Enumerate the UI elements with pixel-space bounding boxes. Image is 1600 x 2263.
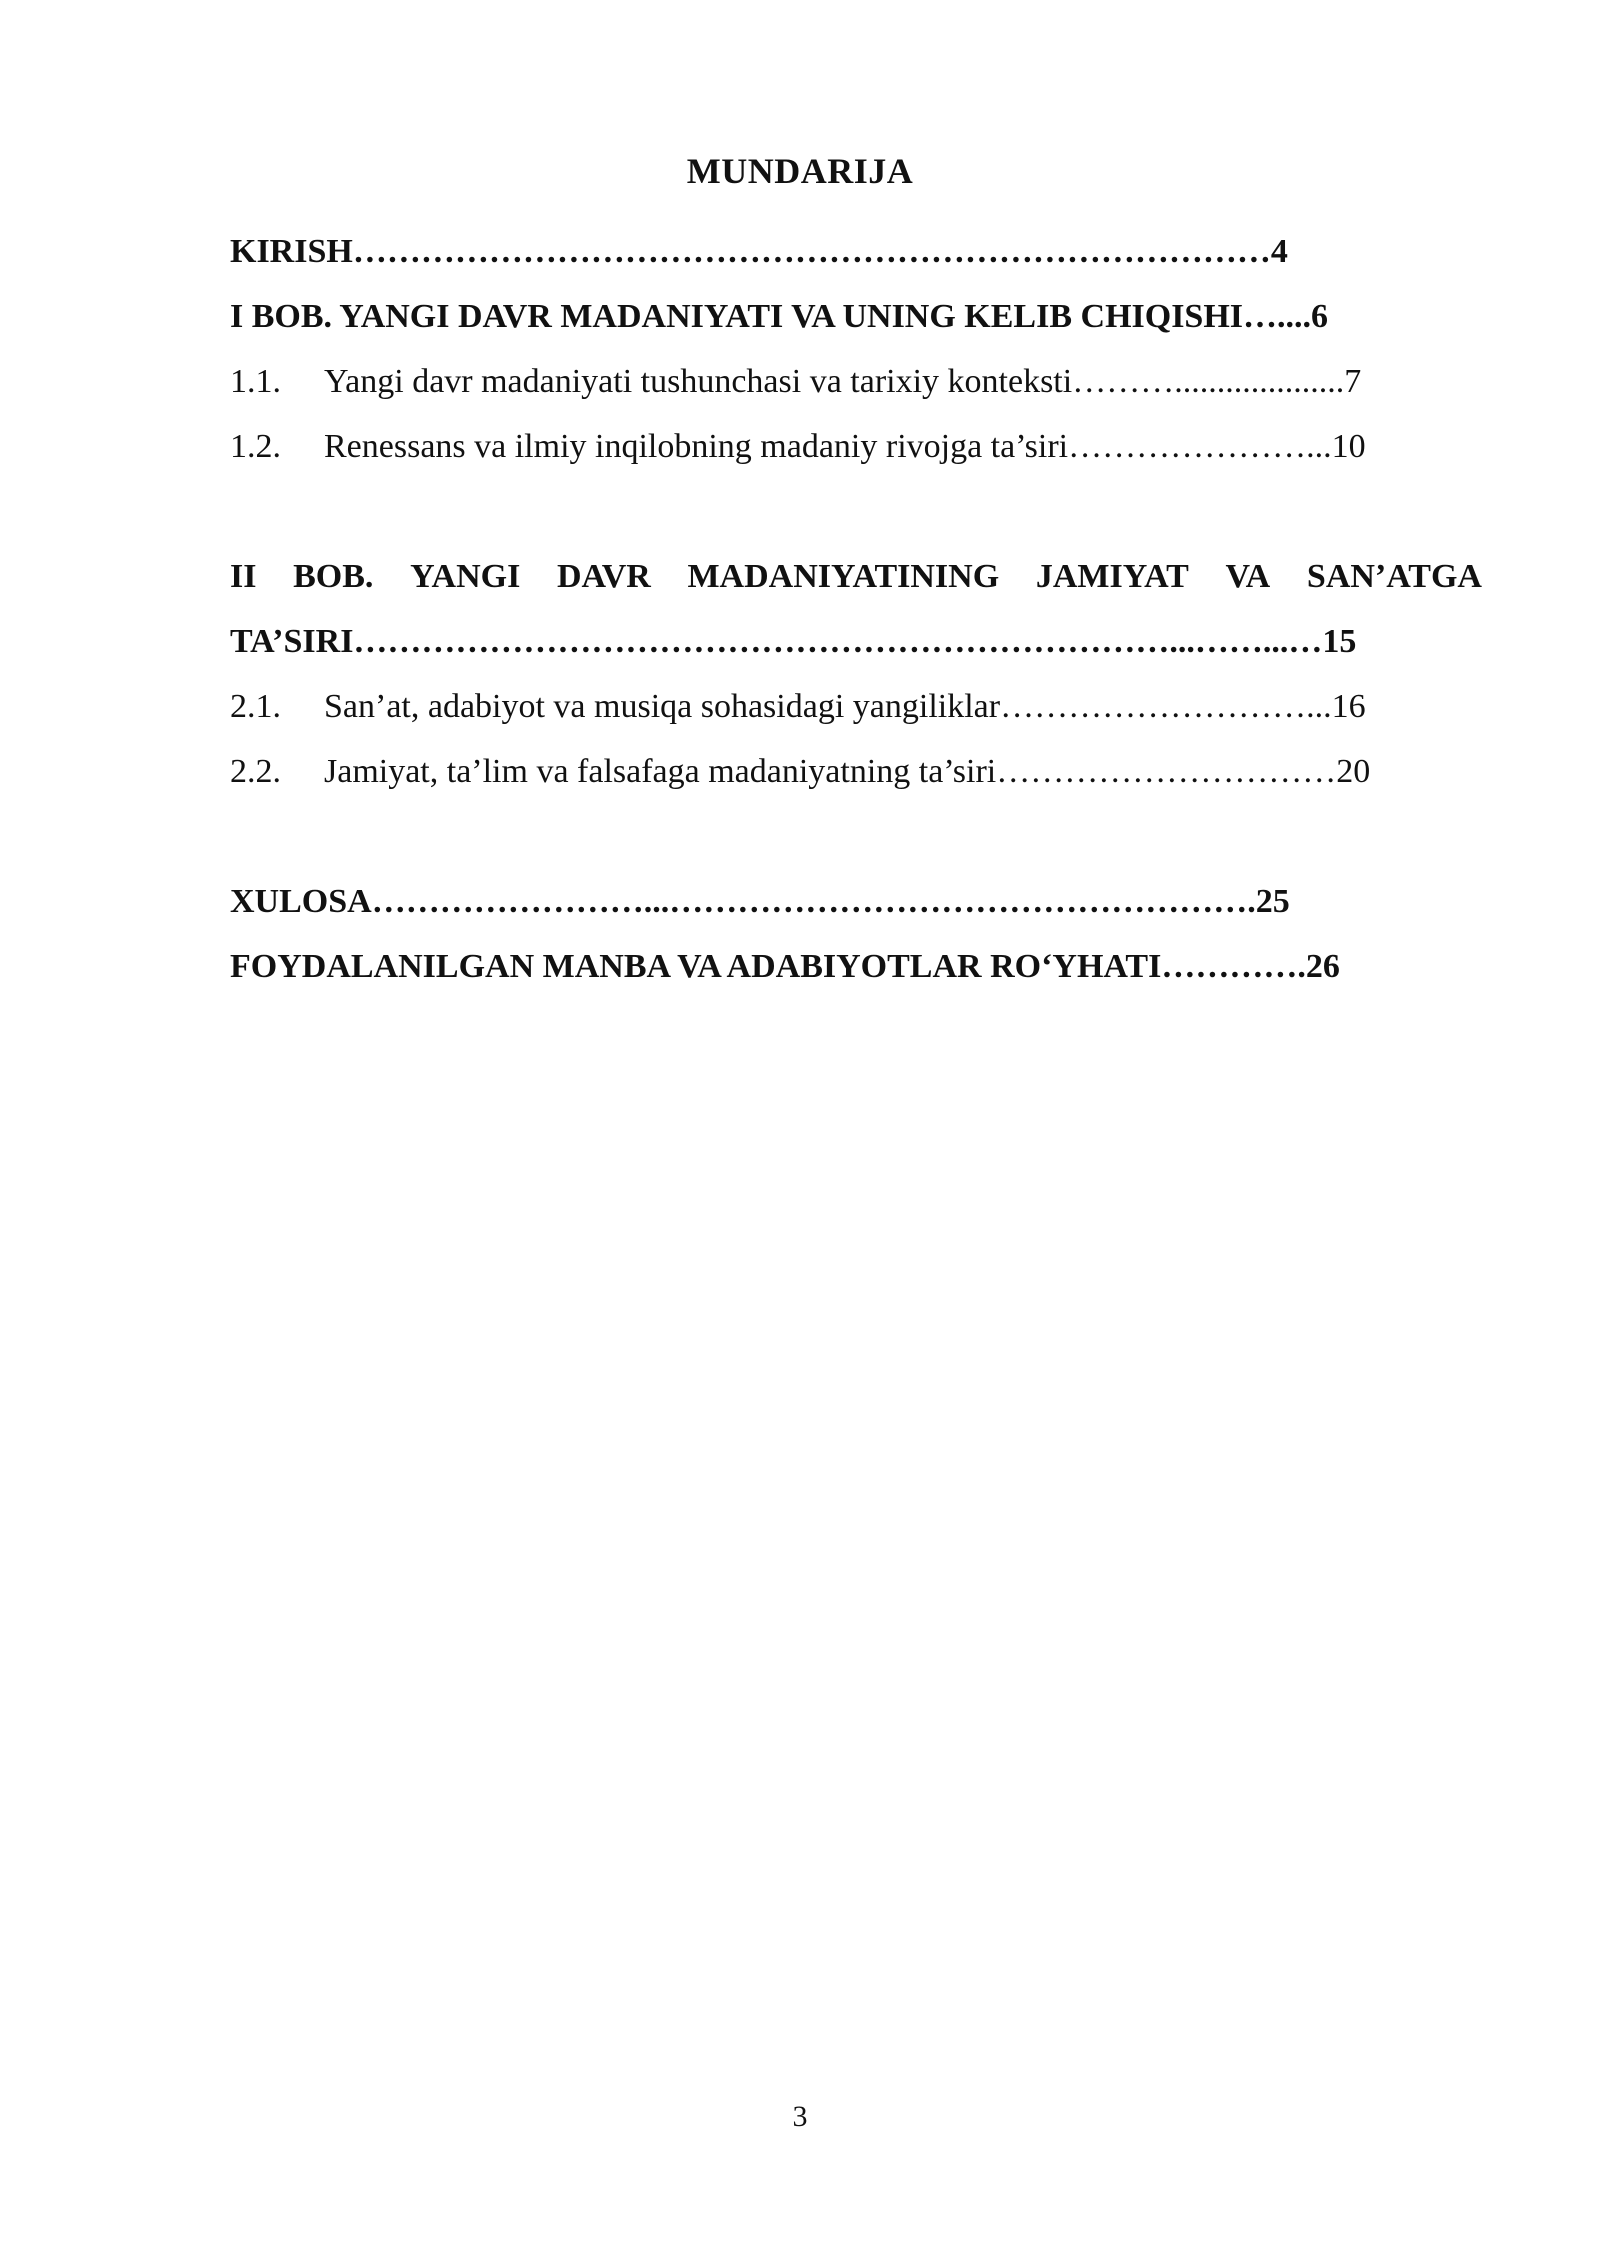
toc-entry-section-1-2 xyxy=(230,427,1482,467)
chapter-2-word: SAN’ATGA xyxy=(1306,558,1482,595)
toc-entry-section-2-2 xyxy=(230,752,1482,792)
toc-entry-bibliography: FOYDALANILGAN MANBA VA ADABIYOTLAR RO‘YHATI………….26 xyxy=(230,948,1340,985)
chapter-2-word: YANGI xyxy=(410,558,521,595)
chapter-2-word: II xyxy=(230,558,257,595)
section-number: 1.1. xyxy=(230,363,281,400)
toc-heading: MUNDARIJA xyxy=(686,151,914,191)
section-title: Yangi davr madaniyati tushunchasi va tarixiy konteksti………....................7 xyxy=(324,363,1362,400)
toc-entry-chapter-2-continued: TA’SIRI………………………………………………………………...……...…15 xyxy=(230,623,1357,660)
chapter-2-word: MADANIYATINING xyxy=(687,558,1000,595)
chapter-2-word: JAMIYAT xyxy=(1035,558,1189,595)
toc-entry-kirish: KIRISH………………………………………………………………………4 xyxy=(230,233,1288,270)
page-number: 3 xyxy=(792,2100,808,2133)
section-number: 1.2. xyxy=(230,428,281,465)
section-title: Jamiyat, ta’lim va falsafaga madaniyatning ta’siri…………………………20 xyxy=(324,753,1371,790)
toc-entry-xulosa: XULOSA……………………...…………………………………………….25 xyxy=(230,883,1290,920)
chapter-2-word: BOB. xyxy=(293,558,374,595)
toc-entry-chapter-1: I BOB. YANGI DAVR MADANIYATI VA UNING KELIB CHIQISHI…....6 xyxy=(230,298,1329,335)
toc-entry-section-1-1 xyxy=(230,362,1482,402)
section-title: Renessans va ilmiy inqilobning madaniy rivojga ta’siri…………………...10 xyxy=(324,428,1366,465)
chapter-2-word: VA xyxy=(1225,558,1271,595)
chapter-2-word: DAVR xyxy=(556,558,651,595)
toc-entry-chapter-2 xyxy=(230,557,1482,597)
toc-entry-section-2-1 xyxy=(230,687,1482,727)
section-number: 2.1. xyxy=(230,688,281,725)
section-number: 2.2. xyxy=(230,753,281,790)
section-title: San’at, adabiyot va musiqa sohasidagi yangiliklar………………………...16 xyxy=(324,688,1366,725)
